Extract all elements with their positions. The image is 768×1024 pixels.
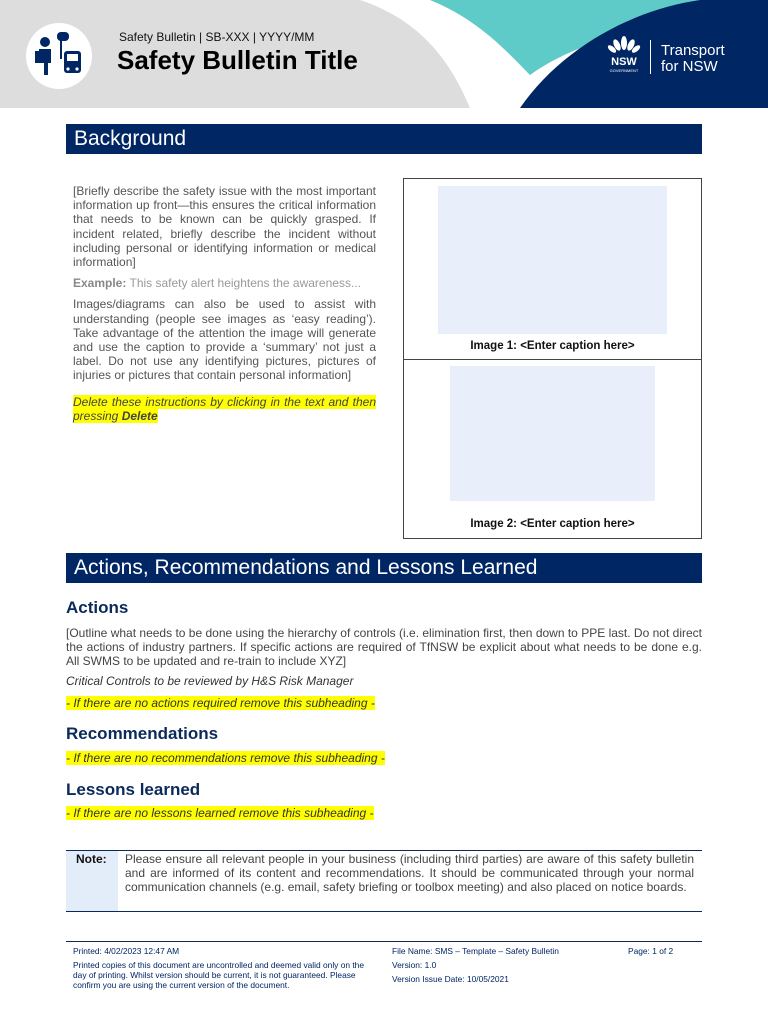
- image-2-frame: [403, 359, 702, 539]
- background-heading: Background: [66, 124, 702, 154]
- document-meta: Safety Bulletin | SB-XXX | YYYY/MM: [119, 30, 315, 44]
- actions-subheading: Actions: [66, 598, 129, 617]
- image-1-frame: [403, 178, 702, 360]
- brand-line-2: for NSW: [661, 58, 718, 75]
- nsw-logo-subtext: GOVERNMENT: [609, 68, 639, 73]
- background-para-1: [Briefly describe the safety issue with the most important information up front—this ensures the critical information that needs to be known can be quickly grasped. If incident related, briefly describe the incident without including personal or identifying information or medical information]: [73, 184, 376, 270]
- nsw-waratah-logo: [602, 34, 646, 74]
- actions-text: [Outline what needs to be done using the hierarchy of controls (i.e. elimination first, then down to PPE last. Do not direct the actions of industry partners. If specific actions are required of TfNSW be explicit about what needs to be done e.g. All SWMS to be updated and re-train to include XYZ]: [66, 626, 702, 668]
- footer-file-name: File Name: SMS – Template – Safety Bulletin: [392, 946, 559, 956]
- note-top-border: [66, 850, 702, 851]
- background-para-2: Images/diagrams can also be used to assist with understanding (people see images as ‘easy reading’). Take advantage of the attention the image will generate and use the caption to provide a ‘summary’ not just a label. Do not use any identifying pictures, pictures of injuries or pictures that contain personal information]: [73, 297, 376, 383]
- image-1-placeholder[interactable]: [438, 186, 667, 334]
- footer-issue-date: Version Issue Date: 10/05/2021: [392, 974, 509, 984]
- image-1-caption[interactable]: Image 1: <Enter caption here>: [470, 340, 635, 352]
- worker-and-vehicle-icon: [26, 23, 92, 89]
- brand-name: [661, 43, 725, 75]
- header-background: [0, 0, 768, 110]
- delete-keyword: Delete: [121, 408, 158, 423]
- example-label: Example:: [73, 276, 127, 291]
- footer-disclaimer: Printed copies of this document are uncontrolled and deemed valid only on the day of printing. Whilst version should be current, it is not guaranteed. Please confirm you are using the current version of the document.: [73, 960, 364, 990]
- lessons-subheading: Lessons learned: [66, 780, 201, 799]
- image-2-caption[interactable]: Image 2: <Enter caption here>: [470, 518, 635, 530]
- delete-instructions[interactable]: [73, 395, 376, 423]
- critical-controls-text: Critical Controls to be reviewed by H&S Risk Manager: [66, 674, 354, 688]
- lessons-remove-note: - If there are no lessons learned remove this subheading -: [66, 806, 374, 820]
- note-label: Note:: [76, 852, 107, 866]
- delete-instructions-text: Delete these instructions by clicking in the text and then pressing: [73, 394, 376, 423]
- recommendations-subheading: Recommendations: [66, 724, 219, 743]
- nsw-logo-text: NSW: [611, 56, 637, 68]
- footer-printed: Printed: 4/02/2023 12:47 AM: [73, 946, 180, 956]
- example-text: This safety alert heightens the awareness...: [129, 276, 361, 291]
- example-paragraph: [73, 276, 376, 290]
- logo-divider: [650, 40, 651, 74]
- footer-version: Version: 1.0: [392, 960, 437, 970]
- note-bottom-border: [66, 911, 702, 912]
- recommendations-remove-note: - If there are no recommendations remove this subheading -: [66, 751, 385, 765]
- image-2-placeholder[interactable]: [450, 366, 655, 501]
- page-header: [0, 0, 768, 110]
- actions-heading: Actions, Recommendations and Lessons Learned: [66, 553, 702, 583]
- actions-remove-note: - If there are no actions required remove this subheading -: [66, 696, 375, 710]
- footer-divider: [66, 941, 702, 942]
- note-text: Please ensure all relevant people in your business (including third parties) are aware of this safety bulletin and are informed of its content and recommendations. It should be communicated through your normal communication channels (e.g. email, safety briefing or toolbox meeting) and also placed on notice boards.: [125, 852, 694, 895]
- document-title: Safety Bulletin Title: [117, 45, 358, 75]
- background-text: [73, 184, 376, 430]
- footer-page-number: Page: 1 of 2: [628, 946, 674, 956]
- brand-line-1: Transport: [661, 42, 725, 59]
